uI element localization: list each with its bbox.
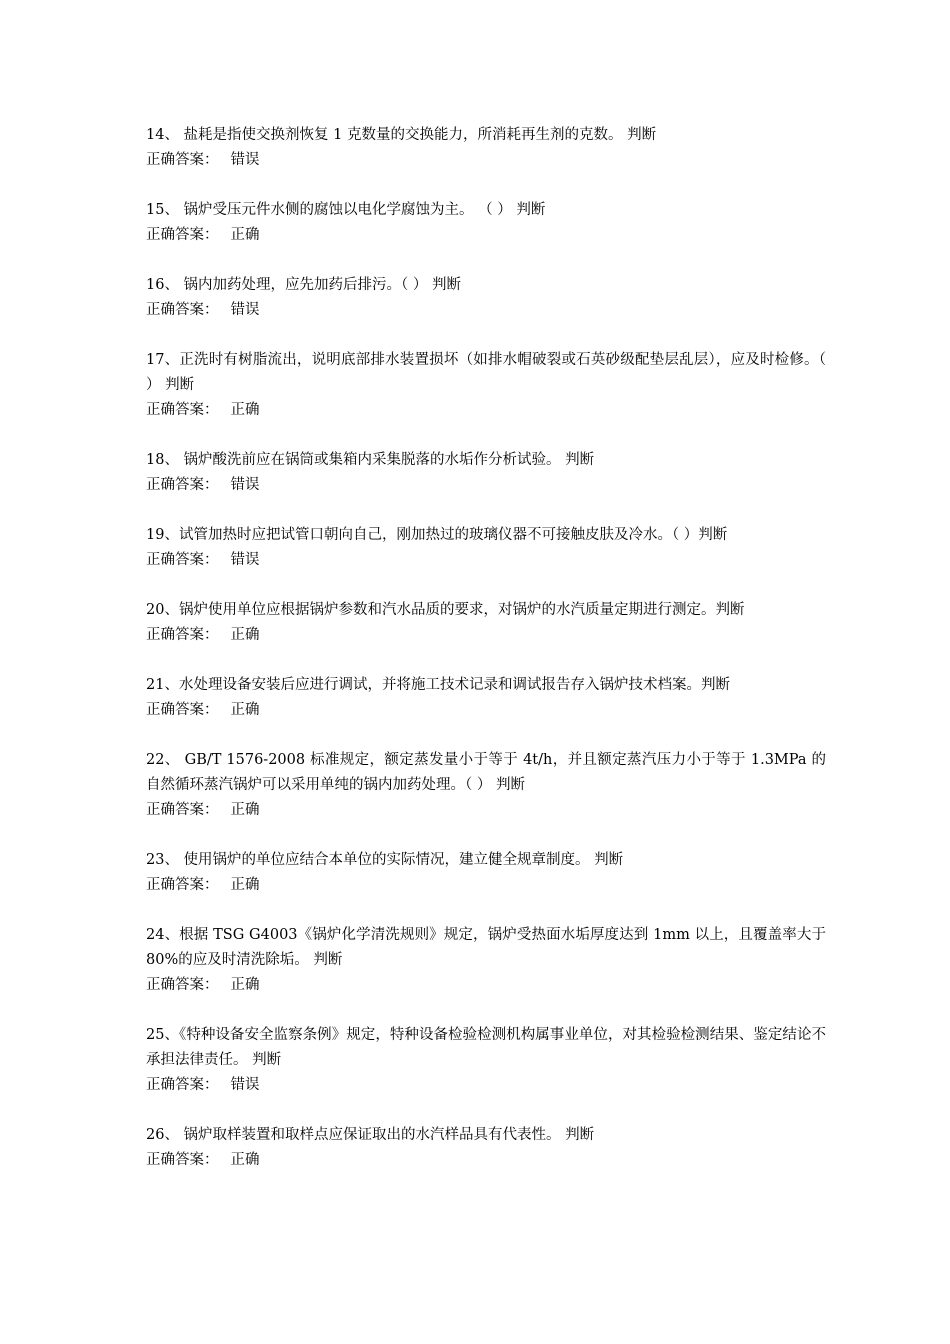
answer-value: 错误: [230, 152, 260, 168]
answer-label: 正确答案：: [146, 802, 219, 818]
answer-line: [146, 1148, 826, 1173]
answer-line: [146, 548, 826, 573]
answer-label: 正确答案：: [146, 552, 219, 568]
answer-value: 错误: [230, 302, 260, 318]
answer-value: 正确: [230, 877, 260, 893]
answer-label: 正确答案：: [146, 302, 219, 318]
question-item: [146, 348, 854, 423]
answer-label: 正确答案：: [146, 977, 219, 993]
answer-line: [146, 223, 826, 248]
answer-line: [146, 873, 826, 898]
answer-line: [146, 1073, 826, 1098]
question-text: 16、 锅内加药处理，应先加药后排污。（ ） 判断: [146, 277, 462, 293]
answer-value: 错误: [230, 477, 260, 493]
answer-line: [146, 398, 826, 423]
question-text: 25、《特种设备安全监察条例》规定，特种设备检验检测机构属事业单位，对其检验检测结果、鉴定结论不承担法律责任。 判断: [146, 1027, 826, 1068]
answer-value: 正确: [230, 402, 260, 418]
question-text: 15、 锅炉受压元件水侧的腐蚀以电化学腐蚀为主。 （ ） 判断: [146, 202, 546, 218]
answer-label: 正确答案：: [146, 1077, 219, 1093]
answer-label: 正确答案：: [146, 477, 219, 493]
question-text: 20、锅炉使用单位应根据锅炉参数和汽水品质的要求，对锅炉的水汽质量定期进行测定。判断: [146, 602, 745, 618]
question-item: [146, 598, 826, 648]
answer-value: 正确: [230, 977, 260, 993]
question-item: [146, 923, 831, 998]
answer-label: 正确答案：: [146, 1152, 219, 1168]
question-text: 18、 锅炉酸洗前应在锅筒或集箱内采集脱落的水垢作分析试验。 判断: [146, 452, 595, 468]
question-text: 17、正洗时有树脂流出，说明底部排水装置损坏（如排水帽破裂或石英砂级配垫层乱层），应及时检修。（ ） 判断: [146, 352, 854, 393]
answer-value: 正确: [230, 702, 260, 718]
question-item: [146, 123, 826, 173]
question-item: [146, 673, 826, 723]
answer-value: 正确: [230, 1152, 260, 1168]
question-text: 14、 盐耗是指使交换剂恢复 1 克数量的交换能力，所消耗再生剂的克数。 判断: [146, 127, 657, 143]
answer-label: 正确答案：: [146, 227, 219, 243]
answer-line: [146, 298, 826, 323]
question-list: [146, 123, 854, 1198]
answer-value: 正确: [230, 802, 260, 818]
question-text: 26、 锅炉取样装置和取样点应保证取出的水汽样品具有代表性。 判断: [146, 1127, 595, 1143]
answer-value: 正确: [230, 627, 260, 643]
question-item: [146, 1023, 826, 1098]
question-item: [146, 523, 826, 573]
question-text: 22、 GB/T 1576-2008 标准规定，额定蒸发量小于等于 4t/h，并且额定蒸汽压力小于等于 1.3MPa 的自然循环蒸汽锅炉可以采用单纯的锅内加药处理。（ ） 判断: [146, 752, 826, 793]
question-text: 23、 使用锅炉的单位应结合本单位的实际情况，建立健全规章制度。 判断: [146, 852, 624, 868]
answer-line: [146, 473, 826, 498]
answer-value: 正确: [230, 227, 260, 243]
answer-line: [146, 148, 826, 173]
question-item: [146, 848, 826, 898]
answer-label: 正确答案：: [146, 702, 219, 718]
answer-label: 正确答案：: [146, 877, 219, 893]
answer-line: [146, 698, 826, 723]
question-item: [146, 1123, 826, 1173]
question-item: [146, 448, 826, 498]
question-item: [146, 748, 826, 823]
answer-label: 正确答案：: [146, 402, 219, 418]
answer-line: [146, 623, 826, 648]
question-item: [146, 273, 826, 323]
question-item: [146, 198, 826, 248]
answer-value: 错误: [230, 1077, 260, 1093]
answer-label: 正确答案：: [146, 627, 219, 643]
question-text: 24、根据 TSG G4003《锅炉化学清洗规则》规定，锅炉受热面水垢厚度达到 1mm 以上，且覆盖率大于 80%的应及时清洗除垢。 判断: [146, 927, 831, 968]
question-text: 21、水处理设备安装后应进行调试，并将施工技术记录和调试报告存入锅炉技术档案。判断: [146, 677, 730, 693]
answer-line: [146, 973, 826, 998]
question-text: 19、试管加热时应把试管口朝向自己，刚加热过的玻璃仪器不可接触皮肤及冷水。（ ）判断: [146, 527, 728, 543]
answer-value: 错误: [230, 552, 260, 568]
answer-label: 正确答案：: [146, 152, 219, 168]
answer-line: [146, 798, 826, 823]
